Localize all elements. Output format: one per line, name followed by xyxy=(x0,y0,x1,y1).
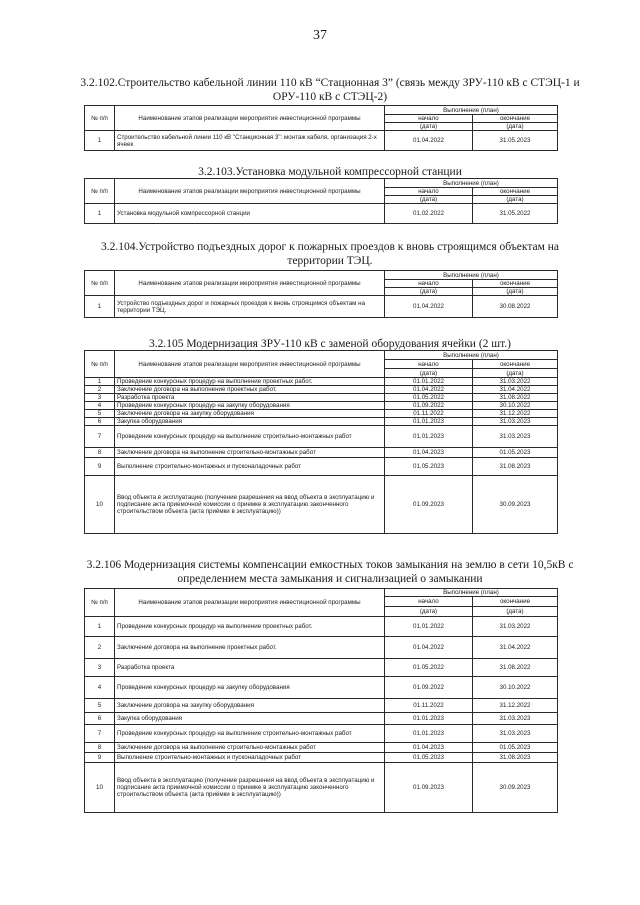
header-plan: Выполнение (план) xyxy=(385,106,558,115)
row-start: 01.01.2022 xyxy=(385,617,473,637)
row-name: Разработка проекта xyxy=(115,659,385,677)
row-num: 1 xyxy=(85,617,115,637)
header-num: № п/п xyxy=(85,271,115,296)
header-stage: Наименование этапов реализации мероприятия инвестиционной программы xyxy=(115,179,385,204)
header-stage: Наименование этапов реализации мероприятия инвестиционной программы xyxy=(115,351,385,378)
row-name: Заключение договора на выполнение проектных работ. xyxy=(115,386,385,394)
row-start: 01.01.2023 xyxy=(385,713,473,725)
row-name: Проведение конкурсных процедур на выполнение строительно-монтажных работ xyxy=(115,426,385,448)
row-start: 01.01.2022 xyxy=(385,378,473,386)
row-name: Заключение договора на выполнение проектных работ. xyxy=(115,637,385,659)
row-start: 01.09.2023 xyxy=(385,476,473,534)
plan-table-106 xyxy=(84,588,558,813)
row-end: 31.03.2023 xyxy=(473,418,558,426)
row-start: 01.05.2022 xyxy=(385,659,473,677)
row-num: 1 xyxy=(85,131,115,151)
row-name: Проведение конкурсных процедур на выполнение проектных работ. xyxy=(115,378,385,386)
section-title-line: определением места замыкания и сигнализацией о замыкании xyxy=(177,573,483,585)
row-start: 01.01.2023 xyxy=(385,725,473,743)
row-end: 31.08.2022 xyxy=(473,659,558,677)
section-title-line: 3.2.106 Модернизация системы компенсации емкостных токов замыкания на землю в сети 10,5кВ с xyxy=(86,559,574,571)
header-num: № п/п xyxy=(85,179,115,204)
header-end: окончание xyxy=(473,115,558,123)
header-num: № п/п xyxy=(85,589,115,617)
row-num: 1 xyxy=(85,378,115,386)
row-name: Закупка оборудования xyxy=(115,418,385,426)
header-end: окончание xyxy=(473,597,558,607)
row-num: 10 xyxy=(85,763,115,813)
row-start: 01.11.2022 xyxy=(385,410,473,418)
page-number: 37 xyxy=(313,28,327,43)
section-title-line: 3.2.102.Строительство кабельной линии 110 кВ “Стационная 3” (связь между ЗРУ-110 кВ с СТЭЦ-1 и xyxy=(80,77,580,89)
header-date: (дата) xyxy=(385,369,473,378)
row-end: 31.05.2022 xyxy=(473,204,558,224)
header-date: (дата) xyxy=(385,288,473,296)
row-name: Заключение договора на выполнение строительно-монтажных работ xyxy=(115,743,385,753)
row-num: 4 xyxy=(85,677,115,699)
table-row xyxy=(85,743,558,753)
row-end: 31.08.2023 xyxy=(473,458,558,476)
header-end: окончание xyxy=(473,188,558,196)
header-start: начало xyxy=(385,188,473,196)
table-row xyxy=(85,659,558,677)
section-title-line: 3.2.104.Устройство подъездных дорог к пожарных проездов к вновь строящимся объектам на xyxy=(100,241,560,253)
row-name: Выполнение строительно-монтажных и пусконаладочных работ xyxy=(115,458,385,476)
table-row xyxy=(85,394,558,402)
row-num: 7 xyxy=(85,725,115,743)
row-end: 31.03.2022 xyxy=(473,378,558,386)
row-num: 8 xyxy=(85,448,115,458)
row-end: 31.03.2023 xyxy=(473,426,558,448)
table-row xyxy=(85,378,558,386)
section-title-102 xyxy=(60,76,600,104)
row-end: 30.08.2022 xyxy=(473,296,558,318)
row-name: Закупка оборудования xyxy=(115,713,385,725)
header-end: окончание xyxy=(473,360,558,369)
table-row xyxy=(85,753,558,763)
section-title-line: 3.2.105 Модернизация ЗРУ-110 кВ с заменой оборудования ячейки (2 шт.) xyxy=(148,338,512,350)
section-title-line: территории ТЭЦ. xyxy=(287,255,373,267)
header-plan: Выполнение (план) xyxy=(385,179,558,188)
section-title-line: ОРУ-110 кВ с СТЭЦ-2) xyxy=(272,91,388,103)
row-name: Проведение конкурсных процедур на выполнение строительно-монтажных работ xyxy=(115,725,385,743)
row-end: 31.03.2023 xyxy=(473,725,558,743)
plan-table-103 xyxy=(84,178,558,224)
section-title-106 xyxy=(60,558,600,586)
row-start: 01.04.2023 xyxy=(385,743,473,753)
header-end: окончание xyxy=(473,280,558,288)
row-start: 01.04.2022 xyxy=(385,131,473,151)
row-start: 01.11.2022 xyxy=(385,699,473,713)
header-stage: Наименование этапов реализации мероприятия инвестиционной программы xyxy=(115,589,385,617)
row-end: 30.09.2023 xyxy=(473,476,558,534)
row-name: Ввод объекта в эксплуатацию (получение разрешения на ввод объекта в эксплуатацию и подписание акта приемочной комиссии о приемке в эксплуатацию законченного строительством объекта (акта приёмки в эксплуатацию)) xyxy=(115,763,385,813)
section-title-105 xyxy=(60,337,600,351)
row-name: Разработка проекта xyxy=(115,394,385,402)
section-title-103 xyxy=(60,165,600,179)
row-num: 6 xyxy=(85,713,115,725)
header-date: (дата) xyxy=(385,607,473,617)
row-start: 01.09.2022 xyxy=(385,402,473,410)
header-plan: Выполнение (план) xyxy=(385,351,558,360)
row-end: 31.12.2022 xyxy=(473,699,558,713)
row-start: 01.09.2023 xyxy=(385,763,473,813)
header-num: № п/п xyxy=(85,106,115,131)
table-row xyxy=(85,426,558,448)
header-start: начало xyxy=(385,280,473,288)
row-num: 5 xyxy=(85,410,115,418)
row-name: Установка модульной компрессорной станции xyxy=(115,204,385,224)
row-num: 10 xyxy=(85,476,115,534)
row-num: 9 xyxy=(85,458,115,476)
row-end: 31.12.2022 xyxy=(473,410,558,418)
row-name: Ввод объекта в эксплуатацию (получение разрешения на ввод объекта в эксплуатацию и подписание акта приемочной комиссии о приемке в эксплуатацию законченного строительством объекта (акта приёмки в эксплуатацию)) xyxy=(115,476,385,534)
table-row xyxy=(85,418,558,426)
row-name: Проведение конкурсных процедур на закупку оборудования xyxy=(115,677,385,699)
row-start: 01.04.2022 xyxy=(385,386,473,394)
header-plan: Выполнение (план) xyxy=(385,271,558,280)
header-plan: Выполнение (план) xyxy=(385,589,558,597)
header-date: (дата) xyxy=(473,196,558,204)
row-name: Выполнение строительно-монтажных и пусконаладочных работ xyxy=(115,753,385,763)
row-num: 9 xyxy=(85,753,115,763)
header-date: (дата) xyxy=(473,369,558,378)
row-start: 01.01.2023 xyxy=(385,418,473,426)
plan-table-105 xyxy=(84,350,558,534)
row-end: 31.03.2022 xyxy=(473,617,558,637)
row-end: 31.04.2022 xyxy=(473,386,558,394)
row-start: 01.04.2023 xyxy=(385,448,473,458)
table-row xyxy=(85,677,558,699)
table-row xyxy=(85,699,558,713)
row-num: 6 xyxy=(85,418,115,426)
plan-table-104 xyxy=(84,270,558,318)
plan-table-102 xyxy=(84,105,558,151)
row-num: 1 xyxy=(85,204,115,224)
row-name: Заключение договора на закупку оборудования xyxy=(115,410,385,418)
table-row xyxy=(85,410,558,418)
row-end: 01.05.2023 xyxy=(473,743,558,753)
table-row xyxy=(85,763,558,813)
row-end: 31.04.2022 xyxy=(473,637,558,659)
header-date: (дата) xyxy=(385,196,473,204)
row-start: 01.01.2023 xyxy=(385,426,473,448)
header-date: (дата) xyxy=(385,123,473,131)
row-end: 31.05.2023 xyxy=(473,131,558,151)
row-num: 2 xyxy=(85,637,115,659)
header-start: начало xyxy=(385,597,473,607)
row-name: Проведение конкурсных процедур на выполнение проектных работ. xyxy=(115,617,385,637)
header-stage: Наименование этапов реализации мероприятия инвестиционной программы xyxy=(115,271,385,296)
table-row xyxy=(85,617,558,637)
header-num: № п/п xyxy=(85,351,115,378)
header-stage: Наименование этапов реализации мероприятия инвестиционной программы xyxy=(115,106,385,131)
row-end: 30.10.2022 xyxy=(473,677,558,699)
row-end: 30.10.2022 xyxy=(473,402,558,410)
row-num: 8 xyxy=(85,743,115,753)
table-row xyxy=(85,725,558,743)
row-start: 01.05.2023 xyxy=(385,458,473,476)
table-row xyxy=(85,402,558,410)
row-name: Устройство подъездных дорог и пожарных проездов к вновь строящимся объектам на территории ТЭЦ. xyxy=(115,296,385,318)
row-end: 31.08.2022 xyxy=(473,394,558,402)
row-start: 01.04.2022 xyxy=(385,296,473,318)
row-name: Проведение конкурсных процедур на закупку оборудования xyxy=(115,402,385,410)
row-num: 1 xyxy=(85,296,115,318)
row-num: 3 xyxy=(85,659,115,677)
row-end: 31.03.2023 xyxy=(473,713,558,725)
row-name: Строительство кабельной линии 110 кВ "Станционная 3": монтаж кабеля, организация 2-х ячеек xyxy=(115,131,385,151)
row-end: 01.05.2023 xyxy=(473,448,558,458)
row-start: 01.04.2022 xyxy=(385,637,473,659)
section-title-104 xyxy=(60,240,600,268)
table-row xyxy=(85,637,558,659)
header-start: начало xyxy=(385,115,473,123)
section-title-line: 3.2.103.Установка модульной компрессорной станции xyxy=(198,166,462,178)
row-end: 31.08.2023 xyxy=(473,753,558,763)
table-row xyxy=(85,448,558,458)
row-start: 01.02.2022 xyxy=(385,204,473,224)
row-num: 5 xyxy=(85,699,115,713)
table-row xyxy=(85,476,558,534)
header-date: (дата) xyxy=(473,607,558,617)
row-start: 01.05.2022 xyxy=(385,394,473,402)
table-row xyxy=(85,386,558,394)
table-row xyxy=(85,458,558,476)
row-start: 01.05.2023 xyxy=(385,753,473,763)
row-end: 30.09.2023 xyxy=(473,763,558,813)
row-name: Заключение договора на выполнение строительно-монтажных работ xyxy=(115,448,385,458)
header-start: начало xyxy=(385,360,473,369)
row-name: Заключение договора на закупку оборудования xyxy=(115,699,385,713)
row-num: 7 xyxy=(85,426,115,448)
row-num: 2 xyxy=(85,386,115,394)
row-num: 3 xyxy=(85,394,115,402)
header-date: (дата) xyxy=(473,123,558,131)
row-start: 01.09.2022 xyxy=(385,677,473,699)
header-date: (дата) xyxy=(473,288,558,296)
row-num: 4 xyxy=(85,402,115,410)
table-row xyxy=(85,713,558,725)
